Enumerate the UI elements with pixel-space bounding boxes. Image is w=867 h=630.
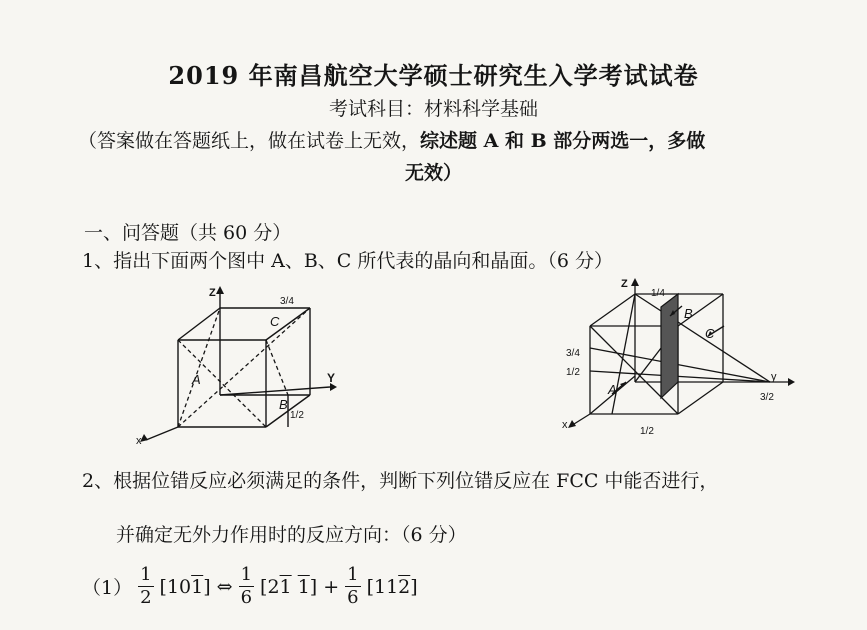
fig2-label-a: A [608,382,617,397]
equivalence-arrow: ⇔ [216,575,233,598]
fig2-axis-x: x [562,419,568,431]
fraction-3-num: 1 [347,564,359,585]
fig2-label-b: B [684,306,693,321]
fig2-axis-z: Z [621,278,628,290]
section-heading: 一、问答题（共 60 分） [84,222,292,244]
fraction-3-den: 6 [347,587,359,608]
fig1-label-b: B [279,397,288,412]
fig1-label-a: A [192,372,201,387]
question-2-line1: 2、根据位错反应必须满足的条件，判断下列位错反应在 FCC 中能否进行， [82,470,719,492]
fig1-axis-x: x [136,435,142,447]
vector-2-bar1: 1 [279,575,292,598]
vector-2-bar2: 1 [297,575,310,598]
vector-2-post: ] [309,575,318,598]
dislocation-equation [82,566,418,607]
note-part1: （答案做在答题纸上，做在试卷上无效， [78,130,421,152]
vector-2 [260,576,317,598]
fig2-label-left-lower: 1/2 [566,367,580,378]
vector-1-post: ] [203,575,211,598]
vector-1-bar: 1 [191,575,204,598]
fraction-2-num: 1 [240,564,253,585]
crystal-figure-2 [560,276,805,441]
equation-prefix: （1） [82,577,133,599]
fraction-2 [239,566,254,607]
fraction-2-den: 6 [240,587,253,608]
fig2-label-bottom: 1/2 [640,426,654,437]
fig2-label-top: 1/4 [651,288,665,299]
fig1-axis-z: Z [209,287,216,299]
plus-sign: + [323,575,340,598]
vector-3-pre: [11 [366,575,399,598]
fig1-label-top: 3/4 [280,296,294,307]
crystal-figure-1 [130,282,360,452]
vector-2-pre: [2 [260,575,280,598]
exam-note-line2: 无效） [404,162,462,184]
question-2-line2: 并确定无外力作用时的反应方向：（6 分） [116,524,467,546]
fraction-3 [345,566,360,607]
exam-note-line1 [78,126,705,153]
fig2-label-c: C [705,326,715,341]
exam-title: 2019 年南昌航空大学硕士研究生入学考试试卷 [168,61,699,90]
question-1: 1、指出下面两个图中 A、B、C 所代表的晶向和晶面。（6 分） [82,250,614,272]
fig1-axis-y: Y [327,371,336,385]
fig1-label-bottom: 1/2 [290,410,304,421]
fig2-axis-y: y [771,371,777,383]
fraction-1-num: 1 [140,564,152,585]
fig1-label-c: C [270,314,280,329]
vector-3-bar: 2 [398,575,411,598]
fraction-1 [138,566,153,607]
vector-1-pre: [10 [159,575,192,598]
exam-subject: 考试科目：材料科学基础 [328,98,538,120]
fig2-label-left-upper: 3/4 [566,348,580,359]
fraction-1-den: 2 [140,587,152,608]
vector-3 [367,576,418,598]
note-part2: 综述题 A 和 B 部分两选一，多做 [420,130,706,152]
vector-1 [160,576,211,598]
vector-3-post: ] [410,575,418,598]
fig2-label-right: 3/2 [760,392,774,403]
